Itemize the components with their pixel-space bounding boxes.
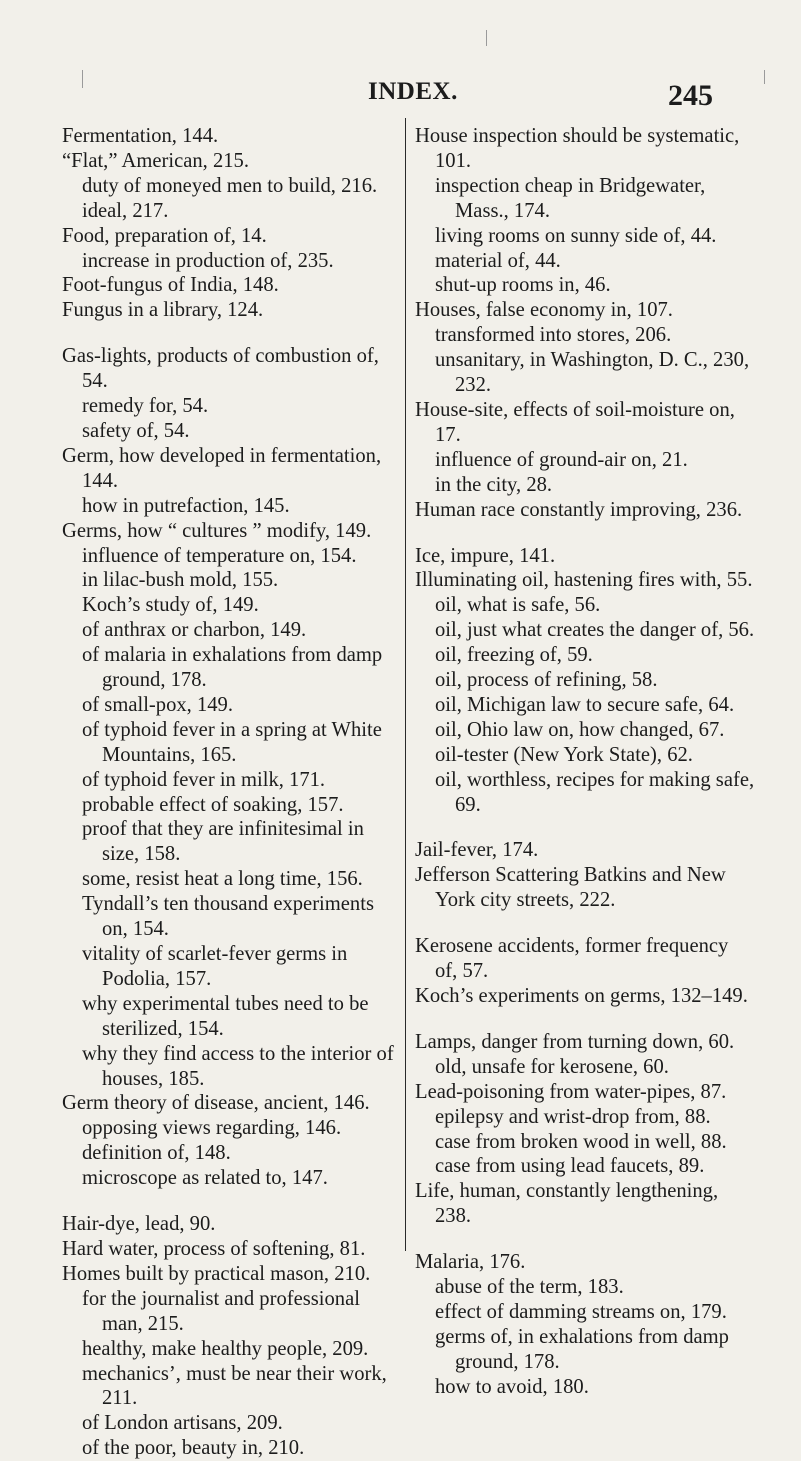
index-subentry: of London artisans, 209.: [82, 1412, 283, 1435]
index-subentry: influence of ground-air on, 21.: [435, 448, 688, 471]
index-subentry: why experimental tubes need to be sterilized, 154.: [82, 992, 369, 1040]
index-subentry: abuse of the term, 183.: [435, 1276, 624, 1299]
index-subentry: how in putrefaction, 145.: [82, 494, 290, 517]
index-subentry: definition of, 148.: [82, 1142, 231, 1165]
index-entry: Fermentation, 144.: [62, 125, 219, 147]
index-subentry: Tyndall’s ten thousand experiments on, 154.: [82, 893, 374, 941]
index-subentry: case from broken wood in well, 88.: [435, 1130, 727, 1153]
deco-mark-left: [82, 70, 83, 88]
index-entry: Homes built by practical mason, 210.: [62, 1262, 371, 1285]
index-entry: Food, preparation of, 14.: [62, 224, 267, 247]
index-entry: Jail-fever, 174.: [415, 839, 539, 862]
index-column-right: [415, 124, 755, 1400]
index-subentry: material of, 44.: [435, 249, 561, 272]
index-entry: House inspection should be systematic, 101.: [415, 125, 740, 172]
index-entry: Germs, how “ cultures ” modify, 149.: [62, 519, 372, 542]
index-subentry: microscope as related to, 147.: [82, 1167, 328, 1190]
index-subentry: of anthrax or charbon, 149.: [82, 619, 307, 642]
deco-mark-top: [486, 30, 487, 46]
index-entry: Kerosene accidents, former frequency of, 57.: [415, 935, 729, 983]
index-subentry: oil, worthless, recipes for making safe, 69.: [435, 768, 755, 816]
index-subentry: probable effect of soaking, 157.: [82, 793, 344, 816]
index-subentry: of small-pox, 149.: [82, 693, 234, 716]
index-subentry: old, unsafe for kerosene, 60.: [435, 1055, 669, 1078]
index-entry: “Flat,” American, 215.: [62, 149, 250, 172]
index-subentry: in lilac-bush mold, 155.: [82, 569, 279, 592]
index-entry: Koch’s experiments on germs, 132–149.: [415, 985, 748, 1007]
index-subentry: oil, Michigan law to secure safe, 64.: [435, 693, 735, 716]
index-subentry: oil, freezing of, 59.: [435, 644, 593, 667]
index-entry: Ice, impure, 141.: [415, 544, 556, 567]
index-subentry: epilepsy and wrist-drop from, 88.: [435, 1105, 711, 1128]
index-subentry: transformed into stores, 206.: [435, 324, 672, 347]
index-entry: Malaria, 176.: [415, 1251, 526, 1274]
index-subentry: increase in production of, 235.: [82, 249, 334, 272]
index-subentry: oil, what is safe, 56.: [435, 594, 601, 617]
index-subentry: vitality of scarlet-fever germs in Podolia, 157.: [82, 943, 348, 990]
index-entry: Human race constantly improving, 236.: [415, 498, 743, 521]
index-subentry: of malaria in exhalations from damp ground, 178.: [82, 644, 383, 692]
index-subentry: for the journalist and professional man, 215.: [82, 1287, 360, 1335]
index-entry: Illuminating oil, hastening fires with, 55.: [415, 569, 753, 592]
index-subentry: mechanics’, must be near their work, 211.: [82, 1362, 387, 1410]
index-entry: Houses, false economy in, 107.: [415, 299, 673, 322]
index-subentry: some, resist heat a long time, 156.: [82, 868, 363, 891]
index-column-left: [62, 124, 394, 1461]
index-entry: Life, human, constantly lengthening, 238.: [415, 1180, 719, 1228]
index-subentry: influence of temperature on, 154.: [82, 544, 357, 567]
index-entry: Fungus in a library, 124.: [62, 299, 264, 322]
index-subentry: safety of, 54.: [82, 419, 190, 442]
index-entry: Hard water, process of softening, 81.: [62, 1237, 366, 1260]
index-subentry: proof that they are infinitesimal in size, 158.: [82, 818, 364, 866]
index-subentry: unsanitary, in Washington, D. C., 230, 232.: [435, 349, 750, 397]
index-entry: Gas-lights, products of combustion of, 54.: [62, 345, 379, 393]
index-entry: Hair-dye, lead, 90.: [62, 1213, 216, 1236]
index-subentry: healthy, make healthy people, 209.: [82, 1337, 369, 1360]
index-entry: Germ theory of disease, ancient, 146.: [62, 1092, 370, 1115]
index-subentry: of typhoid fever in a spring at White Mountains, 165.: [82, 718, 382, 766]
index-subentry: germs of, in exhalations from damp ground, 178.: [435, 1325, 729, 1373]
index-subentry: ideal, 217.: [82, 199, 169, 222]
index-entry: House-site, effects of soil-moisture on, 17.: [415, 398, 735, 446]
index-subentry: living rooms on sunny side of, 44.: [435, 224, 717, 247]
index-subentry: effect of damming streams on, 179.: [435, 1300, 727, 1323]
index-subentry: duty of moneyed men to build, 216.: [82, 174, 378, 197]
index-subentry: why they find access to the interior of houses, 185.: [82, 1042, 394, 1090]
index-subentry: of the poor, beauty in, 210.: [82, 1437, 305, 1460]
deco-mark-top-right: [764, 70, 765, 84]
index-subentry: oil, just what creates the danger of, 56.: [435, 619, 755, 642]
index-subentry: inspection cheap in Bridgewater, Mass., 174.: [435, 174, 706, 222]
index-subentry: Koch’s study of, 149.: [82, 594, 259, 617]
index-subentry: case from using lead faucets, 89.: [435, 1155, 705, 1178]
index-entry: Germ, how developed in fermentation, 144.: [62, 444, 382, 492]
index-subentry: in the city, 28.: [435, 473, 553, 496]
index-entry: Jefferson Scattering Batkins and New York city streets, 222.: [415, 864, 726, 912]
index-entry: Lamps, danger from turning down, 60.: [415, 1030, 735, 1053]
index-subentry: of typhoid fever in milk, 171.: [82, 768, 326, 791]
index-entry: Foot-fungus of India, 148.: [62, 274, 279, 297]
index-subentry: opposing views regarding, 146.: [82, 1117, 342, 1140]
index-subentry: oil, Ohio law on, how changed, 67.: [435, 718, 725, 741]
index-subentry: remedy for, 54.: [82, 395, 209, 418]
page-number: 245: [668, 79, 713, 112]
index-subentry: oil, process of refining, 58.: [435, 669, 658, 692]
running-head-title: INDEX.: [368, 78, 458, 105]
index-subentry: how to avoid, 180.: [435, 1375, 589, 1398]
index-subentry: oil-tester (New York State), 62.: [435, 743, 693, 766]
column-divider: [405, 118, 406, 1251]
index-subentry: shut-up rooms in, 46.: [435, 274, 611, 297]
index-entry: Lead-poisoning from water-pipes, 87.: [415, 1080, 727, 1103]
